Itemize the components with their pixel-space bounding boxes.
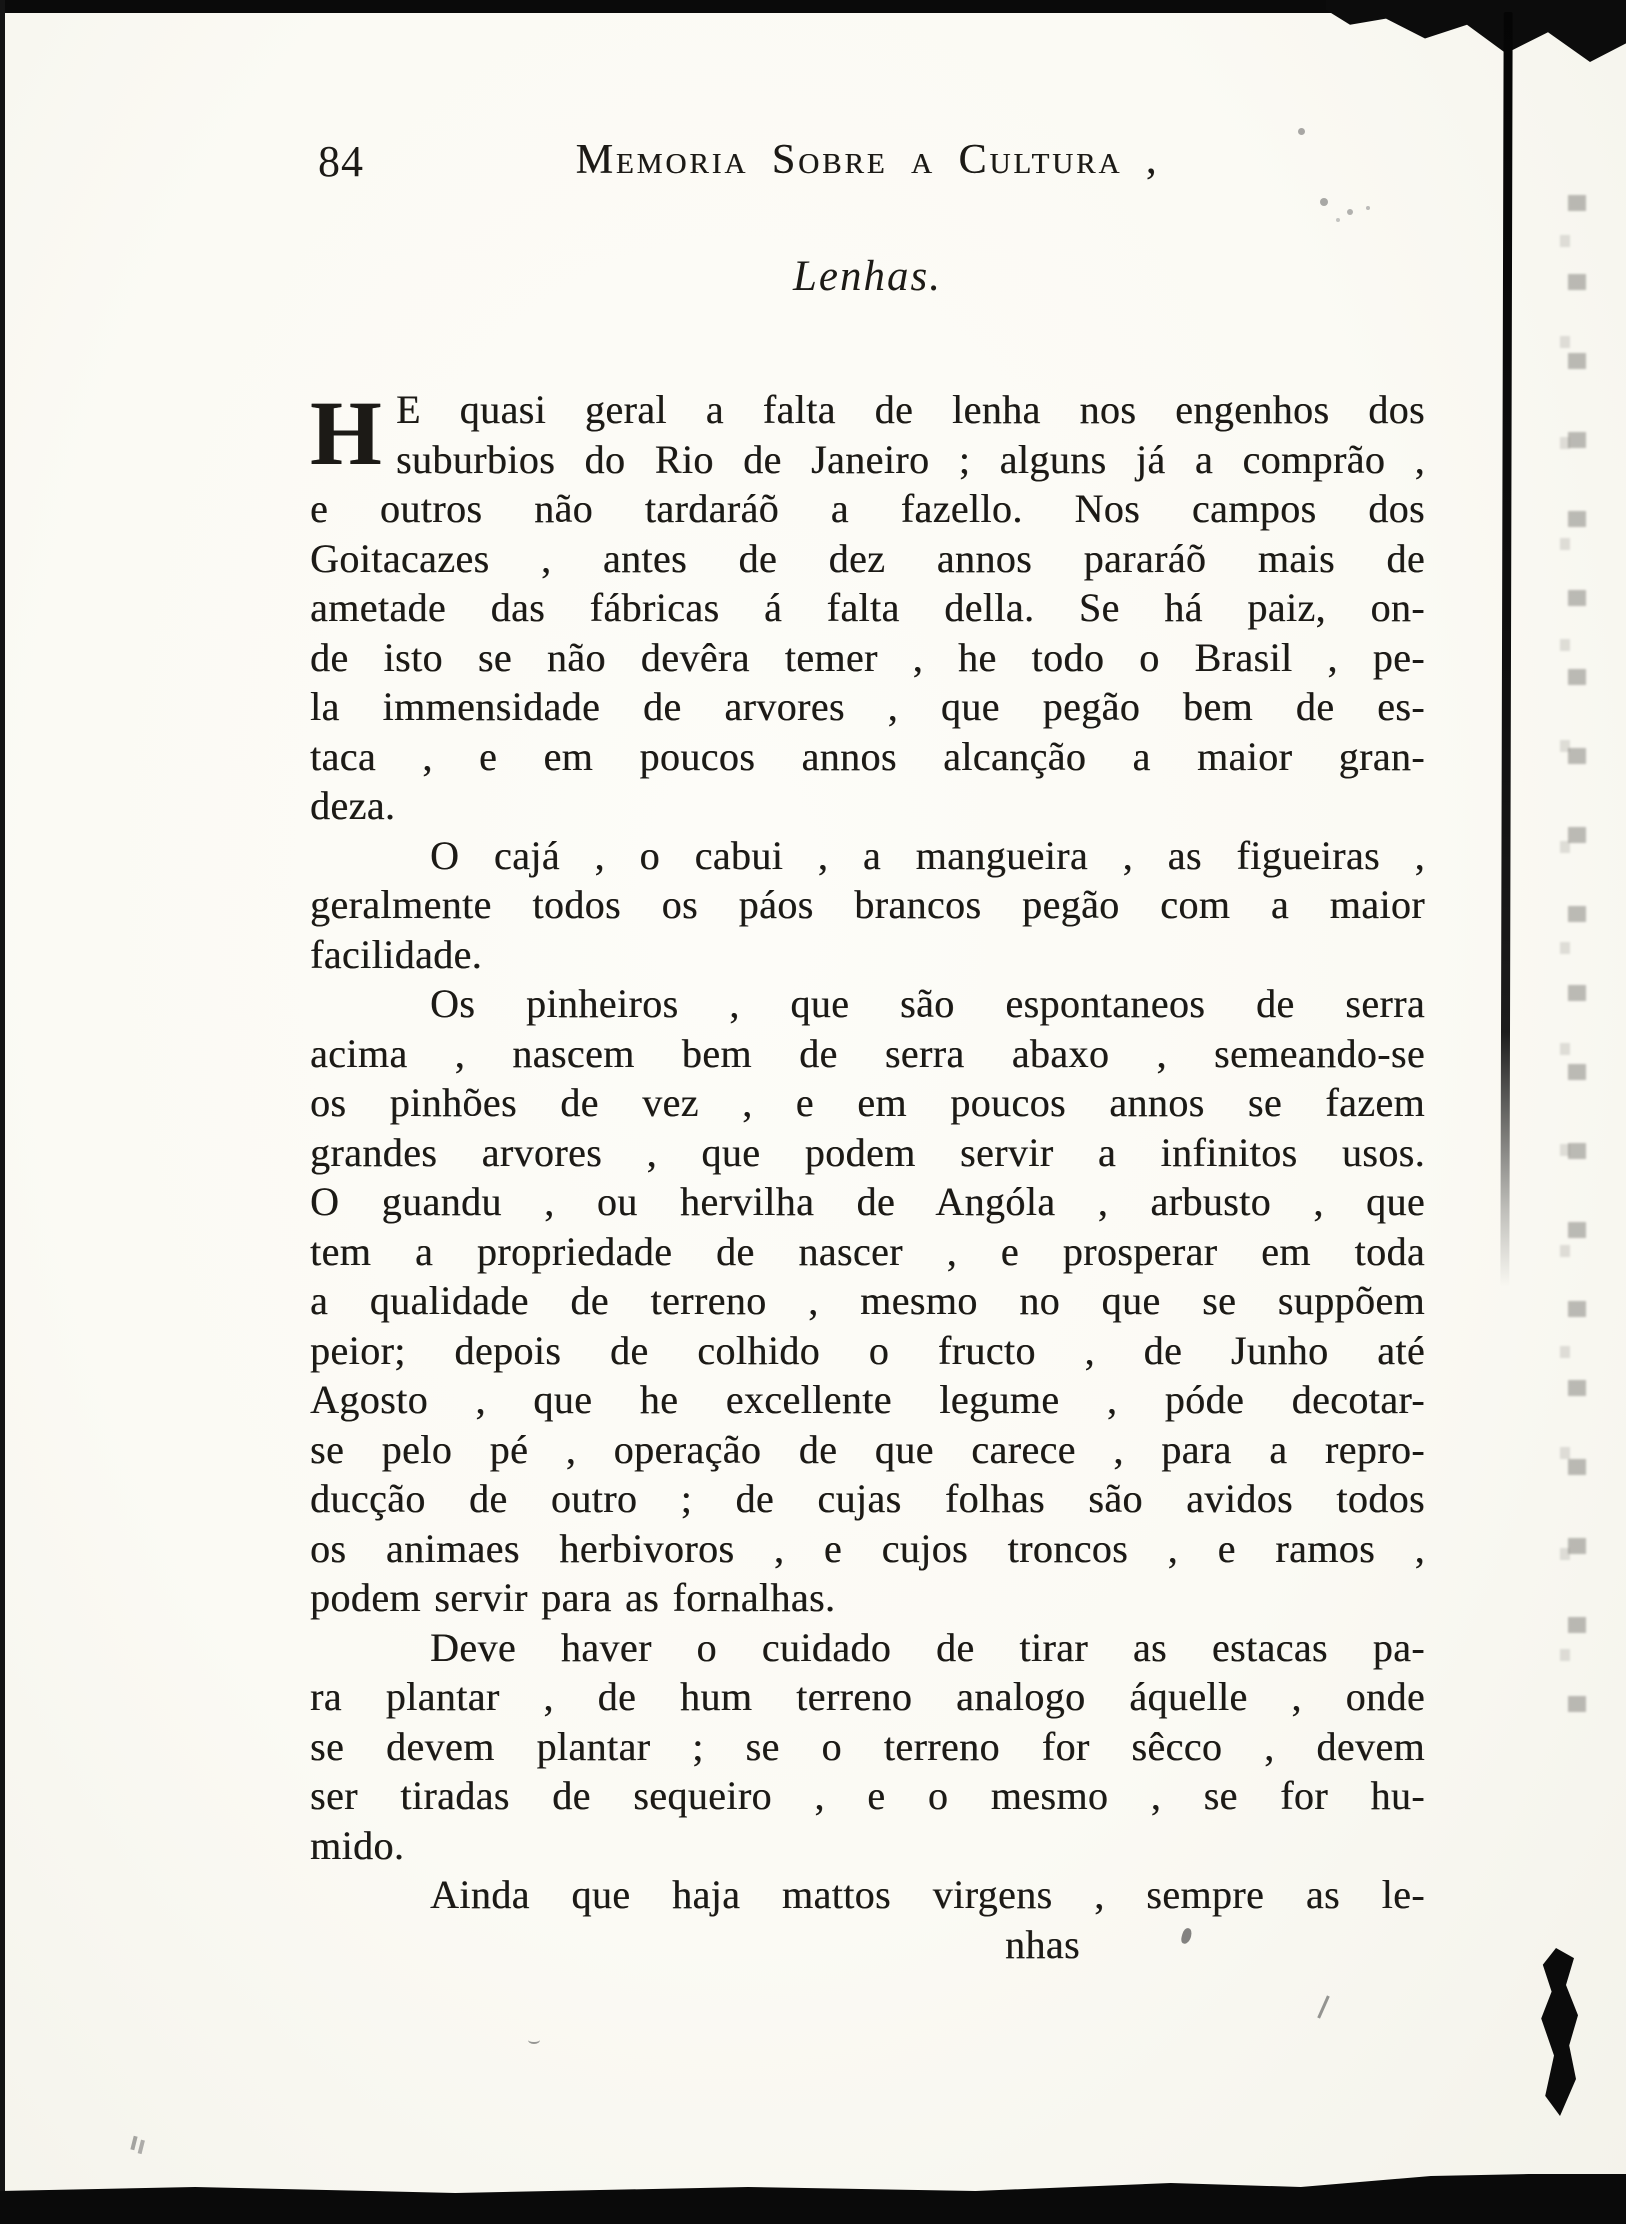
page-number: 84	[318, 137, 364, 186]
text-line: geralmente todos os páos brancos pegão com a maior	[310, 882, 1425, 927]
text-line: peior; depois de colhido o fructo , de Junho até	[310, 1327, 1425, 1373]
paragraph-5	[310, 1870, 1425, 1920]
text-line: se devem plantar ; se o terreno for sêcco , devem	[310, 1723, 1425, 1769]
dropcap-letter: H	[310, 382, 382, 484]
scan-speck	[1298, 128, 1305, 135]
scan-binding-line	[1500, 12, 1512, 1287]
page-header	[310, 136, 1425, 192]
paragraph-3	[310, 979, 1425, 1623]
text-line: mido.	[310, 1822, 405, 1868]
running-title: Memoria Sobre a Cultura ,	[575, 137, 1160, 183]
scan-edge-left	[0, 0, 5, 2224]
text-line: taca , e em poucos annos alcanção a maior gran-	[310, 733, 1425, 779]
scan-corner-tear	[1326, 0, 1626, 62]
catchword: nhas	[1005, 1921, 1080, 1967]
text-line: Goitacazes , antes de dez annos pararáõ mais de	[310, 535, 1425, 581]
scan-ink-blob	[1538, 1948, 1578, 2116]
text-block	[310, 382, 1425, 1969]
scan-edge-bottom	[0, 2174, 1626, 2224]
text-line: a qualidade de terreno , mesmo no que se suppõem	[310, 1278, 1425, 1323]
text-line: de isto se não devêra temer , he todo o Brasil , pe-	[310, 634, 1425, 680]
text-line: facilidade.	[310, 931, 483, 977]
text-line: grandes arvores , que podem servir a infinitos usos.	[310, 1129, 1425, 1175]
text-line: podem servir para as fornalhas.	[310, 1575, 836, 1620]
text-line: O cajá , o cabui , a mangueira , as figueiras ,	[430, 832, 1425, 878]
text-line: E quasi geral a falta de lenha nos engenhos dos	[395, 387, 1425, 432]
paragraph-2	[310, 831, 1425, 980]
text-line: Os pinheiros , que são espontaneos de serra	[430, 981, 1425, 1026]
text-line: os animaes herbivoros , e cujos troncos , e ramos ,	[310, 1525, 1425, 1571]
text-line: ser tiradas de sequeiro , e o mesmo , se for hu-	[310, 1773, 1425, 1818]
text-line: Agosto , que he excellente legume , póde decotar-	[310, 1377, 1425, 1422]
scan-speck	[1320, 198, 1328, 206]
scan-speck	[130, 2136, 137, 2151]
text-line: ametade das fábricas á falta della. Se há paiz, on-	[310, 585, 1425, 630]
text-line: ducção de outro ; de cujas folhas são avidos todos	[310, 1476, 1425, 1521]
text-line: Ainda que haja mattos virgens , sempre as le-	[430, 1872, 1425, 1917]
text-line: se pelo pé , operação de que carece , para a repro-	[310, 1426, 1425, 1472]
scan-speck	[1317, 1995, 1330, 2018]
text-line: tem a propriedade de nascer , e prosperar em toda	[310, 1228, 1425, 1274]
text-line: e outros não tardaráõ a fazello. Nos campos dos	[310, 486, 1425, 531]
text-line: deza.	[310, 783, 396, 828]
text-line: os pinhões de vez , e em poucos annos se fazem	[310, 1080, 1425, 1125]
text-line: O guandu , ou hervilha de Angóla , arbusto , que	[310, 1179, 1425, 1224]
section-title: Lenhas.	[793, 253, 942, 300]
text-line: la immensidade de arvores , que pegão bem de es-	[310, 684, 1425, 729]
scan-speck	[528, 2036, 540, 2044]
paragraph-4	[310, 1623, 1425, 1871]
text-line: suburbios do Rio de Janeiro ; alguns já a comprão ,	[395, 436, 1425, 482]
text-line: Deve haver o cuidado de tirar as estacas pa-	[430, 1624, 1425, 1670]
page-bleed-marks	[1568, 195, 1586, 1755]
paragraph-1	[310, 382, 1425, 831]
text-line: ra plantar , de hum terreno analogo áquelle , onde	[310, 1674, 1425, 1719]
text-line: acima , nascem bem de serra abaxo , semeando-se	[310, 1030, 1425, 1076]
